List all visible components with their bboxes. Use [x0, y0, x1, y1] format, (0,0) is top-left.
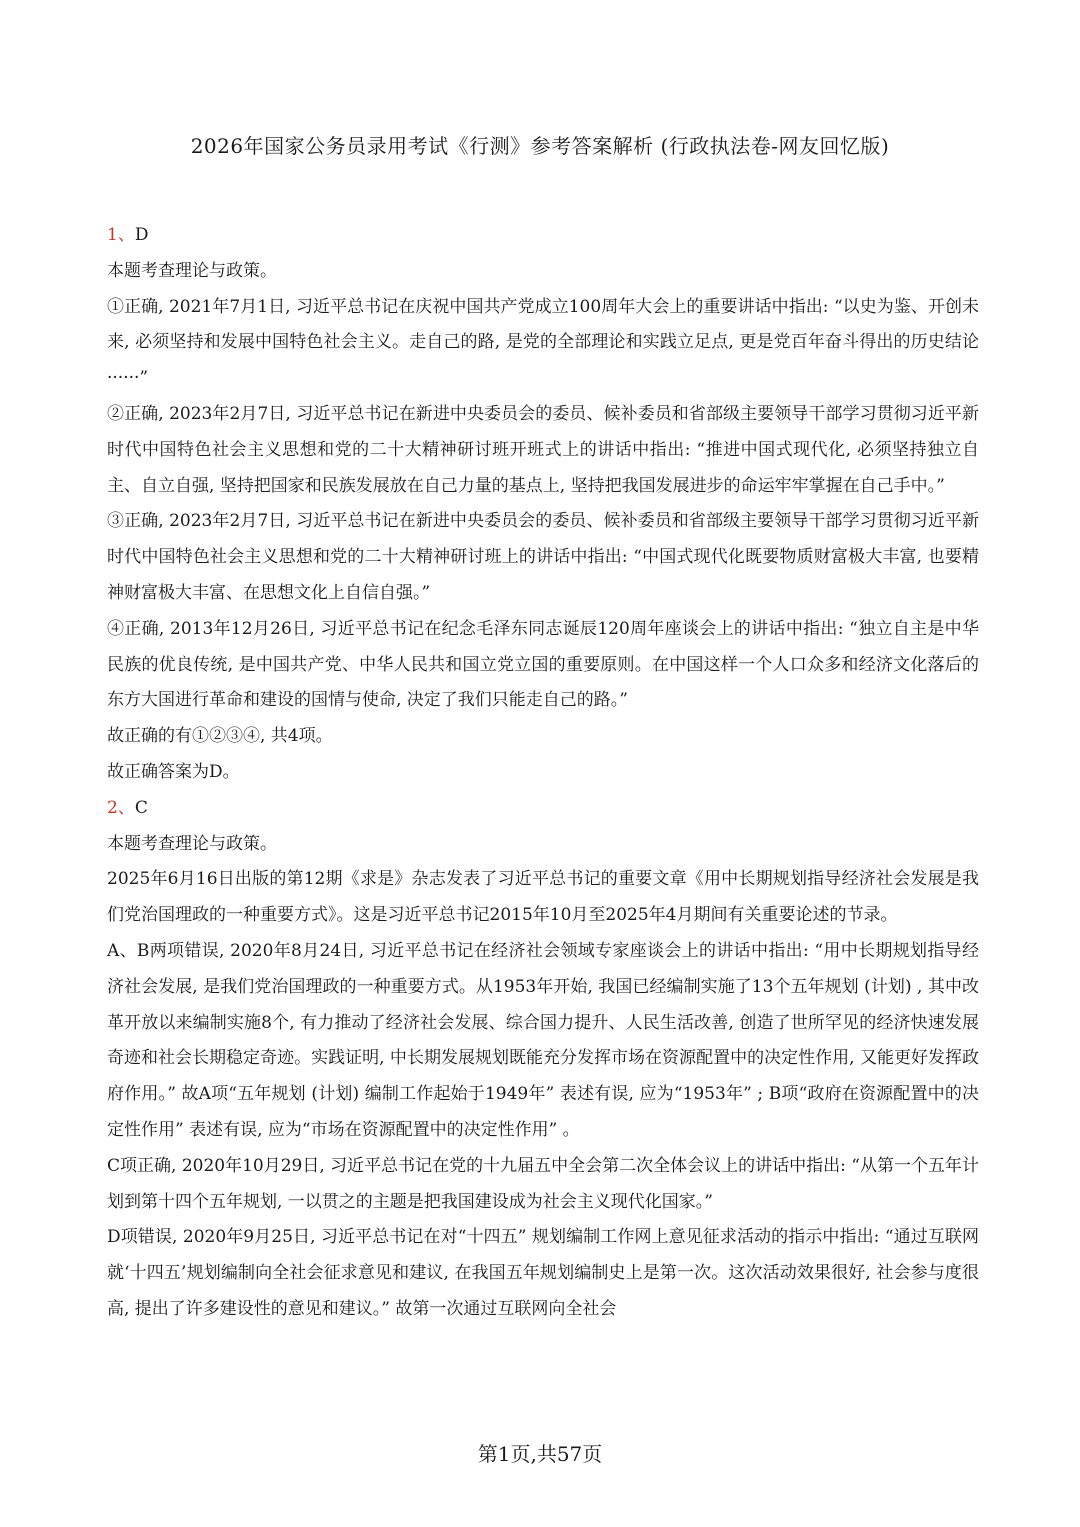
paragraph: D项错误, 2020年9月25日, 习近平总书记在对“十四五” 规划编制工作网上意见征求活动的指示中指出: “通过互联网就‘十四五’规划编制向全社会征求意见和建议, 在我国五年规划编制史上是第一次。这次活动效果很好, 社会参与度很高, 提出了许多建设性的意见和建议。” 故第一次通过互联网向全社会 [107, 1227, 980, 1319]
paragraph: ③正确, 2023年2月7日, 习近平总书记在新进中央委员会的委员、候补委员和省部级主要领导干部学习贯彻习近平新时代中国特色社会主义思想和党的二十大精神研讨班上的讲话中指出: “中国式现代化既要物质财富极大丰富, 也要精神财富极大丰富、在思想文化上自信自强。” [107, 511, 979, 603]
document-title: 2026年国家公务员录用考试《行测》参考答案解析 (行政执法卷-网友回忆版) [190, 134, 890, 158]
paragraph: ④正确, 2013年12月26日, 习近平总书记在纪念毛泽东同志诞辰120周年座谈会上的讲话中指出: “独立自主是中华民族的优良传统, 是中国共产党、中华人民共和国立党立国的重要原则。在中国这样一个人口众多和经济文化落后的东方大国进行革命和建设的国情与使命, 决定了我们只能走自己的路。” [107, 618, 979, 711]
page-footer: 第1页,共57页 [477, 1442, 603, 1466]
paragraph: 本题考查理论与政策。 [107, 260, 277, 281]
paragraph: 2025年6月16日出版的第12期《求是》杂志发表了习近平总书记的重要文章《用中长期规划指导经济社会发展是我们党治国理政的一种重要方式》。这是习近平总书记2015年10月至2025年4月期间有关重要论述的节录。 [107, 869, 979, 926]
question-header [107, 791, 979, 827]
question-number: 1、 [107, 225, 135, 245]
question-answer: C [134, 797, 148, 818]
paragraph: ②正确, 2023年2月7日, 习近平总书记在新进中央委员会的委员、候补委员和省部级主要领导干部学习贯彻习近平新时代中国特色社会主义思想和党的二十大精神研讨班开班式上的讲话中指出: “推进中国式现代化, 必须坚持独立自主、自立自强, 坚持把国家和民族发展放在自己力量的基点上, 坚持把我国发展进步的命运牢牢掌握在自己手中。” [107, 403, 979, 496]
question-number: 2、 [107, 797, 135, 818]
question-answer: D [134, 225, 149, 245]
paragraph: C项正确, 2020年10月29日, 习近平总书记在党的十九届五中全会第二次全体会议上的讲话中指出: “从第一个五年计划到第十四个五年规划, 一以贯之的主题是把我国建设成为社会主义现代化国家。” [107, 1155, 979, 1212]
paragraph: 故正确答案为D。 [107, 761, 240, 782]
paragraph: 故正确的有①②③④, 共4项。 [107, 726, 333, 747]
paragraph: A、B两项错误, 2020年8月24日, 习近平总书记在经济社会领域专家座谈会上的讲话中指出: “用中长期规划指导经济社会发展, 是我们党治国理政的一种重要方式。从1953年开始, 我国已经编制实施了13个五年规划 (计划) , 其中改革开放以来编制实施8个, 有力推动了经济社会发展、综合国力提升、人民生活改善, 创造了世所罕见的经济快速发展奇迹和社会长期稳定奇迹。实践证明, 中长期发展规划既能充分发挥市场在资源配置中的决定性作用, 又能更好发挥政府作用。” 故A项“五年规划 (计划) 编制工作起始于1949年” 表述有误, 应为“1953年” ; B项“政府在资源配置中的决定性作用” 表述有误, 应为“市场在资源配置中的决定性作用” 。 [107, 940, 979, 1140]
paragraph: 本题考查理论与政策。 [107, 833, 277, 854]
document-body [107, 218, 979, 1328]
paragraph: ①正确, 2021年7月1日, 习近平总书记在庆祝中国共产党成立100周年大会上的重要讲话中指出: “以史为鉴、开创未来, 必须坚持和发展中国特色社会主义。走自己的路, 是党的全部理论和实践立足点, 更是党百年奋斗得出的历史结论······” [107, 296, 979, 389]
question-header [107, 218, 979, 254]
